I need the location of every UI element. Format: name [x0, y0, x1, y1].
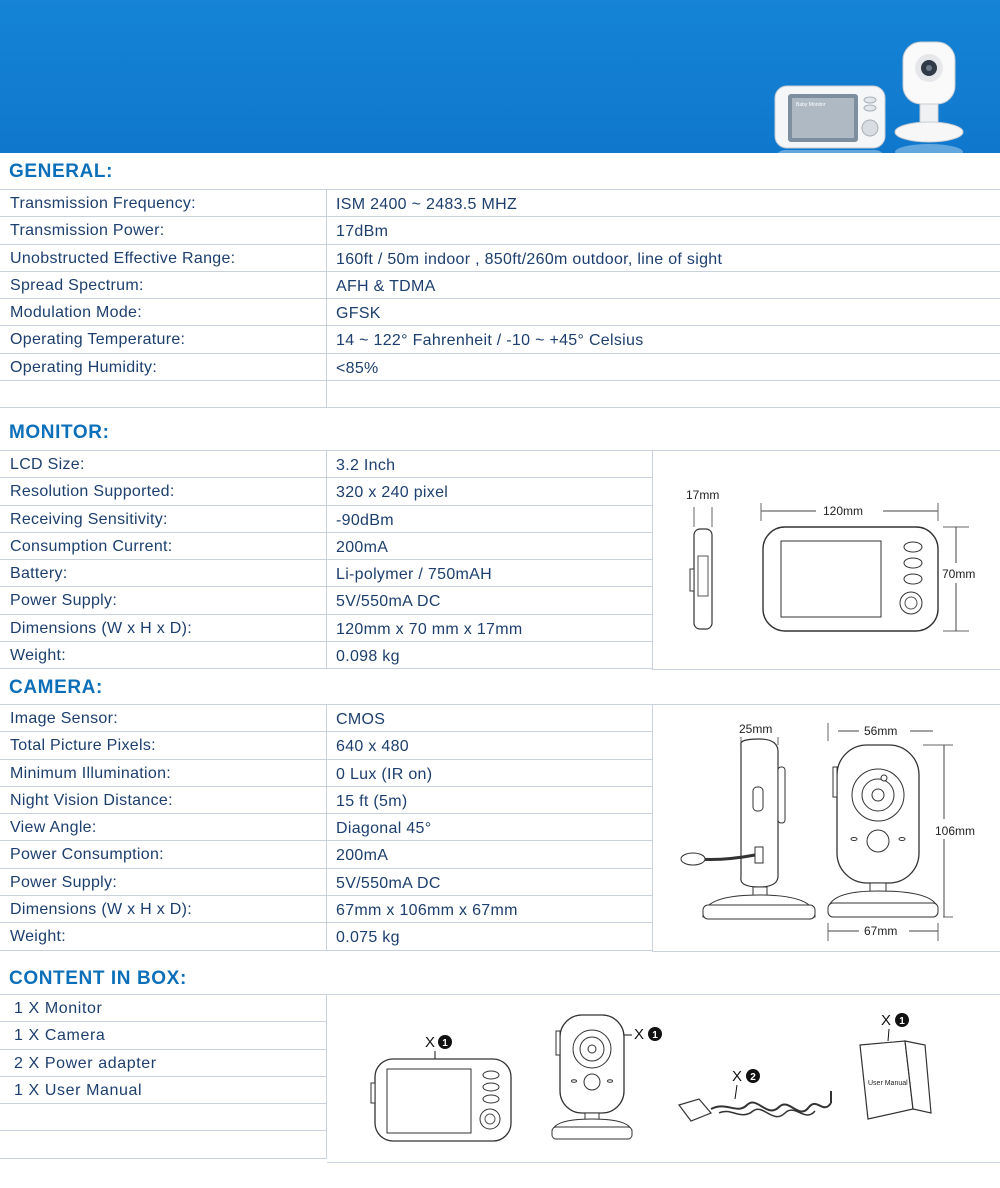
monitor-spec-value: 3.2 Inch	[336, 457, 396, 474]
adapter-qty-x: X	[732, 1068, 743, 1085]
camera-spec-value: Diagonal 45°	[336, 820, 432, 838]
general-spec-row	[0, 326, 1000, 353]
camera-base-width-label: 67mm	[864, 924, 898, 938]
camera-dimension-diagram	[652, 704, 1000, 952]
section-title-general: GENERAL:	[9, 161, 114, 182]
camera-spec-label: Night Vision Distance:	[0, 787, 327, 813]
monitor-spec-row	[0, 451, 652, 478]
general-spec-row	[0, 381, 1000, 408]
monitor-spec-label: Dimensions (W x H x D):	[0, 615, 327, 641]
camera-spec-row	[0, 705, 652, 732]
monitor-spec-value: 200mA	[336, 538, 389, 556]
content-in-box-list	[0, 994, 327, 1159]
monitor-spec-value: 320 x 240 pixel	[336, 484, 449, 502]
general-spec-row	[0, 217, 1000, 244]
general-spec-label: Spread Spectrum:	[0, 272, 327, 298]
camera-spec-label: Dimensions (W x H x D):	[0, 896, 327, 922]
monitor-spec-label: Resolution Supported:	[0, 478, 327, 504]
general-spec-row	[0, 272, 1000, 299]
camera-spec-value: 15 ft (5m)	[336, 792, 408, 810]
camera-spec-value: 5V/550mA DC	[336, 874, 441, 892]
monitor-dimension-diagram	[652, 450, 1000, 670]
camera-spec-row	[0, 896, 652, 923]
general-spec-label: Operating Humidity:	[0, 354, 327, 380]
camera-spec-row	[0, 814, 652, 841]
general-spec-value: 160ft / 50m indoor , 850ft/260m outdoor, line of sight	[336, 250, 723, 268]
camera-height-label: 106mm	[935, 824, 976, 838]
section-title-monitor: MONITOR:	[9, 422, 110, 443]
general-spec-value: <85%	[336, 359, 379, 377]
monitor-qty-number: 1	[442, 1038, 448, 1049]
manual-qty-x: X	[881, 1012, 892, 1029]
camera-top-width-label: 56mm	[864, 724, 898, 738]
general-spec-value: 17dBm	[336, 223, 389, 241]
section-title-camera: CAMERA:	[9, 677, 103, 698]
camera-spec-row	[0, 841, 652, 868]
general-spec-value: GFSK	[336, 305, 381, 323]
monitor-spec-row	[0, 478, 652, 505]
monitor-spec-label: Consumption Current:	[0, 533, 327, 559]
general-spec-label: Unobstructed Effective Range:	[0, 245, 327, 271]
camera-depth-label: 25mm	[739, 722, 773, 736]
camera-spec-label: Total Picture Pixels:	[0, 732, 327, 758]
box-item	[0, 1131, 327, 1158]
general-spec-label: Modulation Mode:	[0, 299, 327, 325]
general-spec-label	[0, 381, 327, 407]
camera-spec-label: Power Supply:	[0, 869, 327, 895]
manual-cover-text: User Manual	[868, 1080, 908, 1087]
general-spec-row	[0, 354, 1000, 381]
camera-spec-value: 67mm x 106mm x 67mm	[336, 902, 518, 920]
camera-spec-row	[0, 732, 652, 759]
camera-spec-row	[0, 869, 652, 896]
general-spec-value: AFH & TDMA	[336, 277, 436, 295]
general-spec-row	[0, 299, 1000, 326]
box-item: 1 X User Manual	[0, 1077, 327, 1104]
camera-spec-row	[0, 923, 652, 950]
monitor-spec-label: Battery:	[0, 560, 327, 586]
monitor-spec-value: 5V/550mA DC	[336, 593, 441, 611]
camera-spec-value: 640 x 480	[336, 738, 409, 756]
monitor-spec-row	[0, 506, 652, 533]
camera-spec-label: Minimum Illumination:	[0, 760, 327, 786]
monitor-spec-row	[0, 587, 652, 614]
monitor-spec-row	[0, 560, 652, 587]
box-item: 1 X Camera	[0, 1022, 327, 1049]
camera-spec-value: 0 Lux (IR on)	[336, 765, 433, 783]
svg-text:Baby Monitor: Baby Monitor	[796, 102, 826, 108]
general-spec-value: 14 ~ 122° Fahrenheit / -10 ~ +45° Celsius	[336, 332, 644, 350]
monitor-height-label: 70mm	[942, 567, 976, 581]
content-in-box-illustration	[327, 995, 1000, 1161]
general-spec-row	[0, 245, 1000, 272]
box-item: 2 X Power adapter	[0, 1050, 327, 1077]
camera-spec-label: Power Consumption:	[0, 841, 327, 867]
general-spec-label: Transmission Frequency:	[0, 190, 327, 216]
box-item: 1 X Monitor	[0, 995, 327, 1022]
monitor-width-label: 120mm	[823, 504, 864, 518]
monitor-qty-x: X	[425, 1034, 436, 1051]
monitor-spec-value: Li-polymer / 750mAH	[336, 566, 492, 584]
camera-spec-value: 200mA	[336, 847, 389, 865]
monitor-spec-table	[0, 450, 652, 669]
camera-qty-x: X	[634, 1026, 645, 1043]
monitor-spec-label: LCD Size:	[0, 451, 327, 477]
product-photo	[770, 38, 995, 178]
box-bottom-rule	[327, 1162, 1000, 1163]
camera-spec-label: Weight:	[0, 923, 327, 949]
box-item	[0, 1104, 327, 1131]
monitor-spec-value: 0.098 kg	[336, 648, 400, 666]
manual-qty-number: 1	[899, 1016, 905, 1027]
section-title-content-in-box: CONTENT IN BOX:	[9, 968, 187, 989]
monitor-spec-row	[0, 615, 652, 642]
camera-qty-number: 1	[652, 1030, 658, 1041]
monitor-spec-value: -90dBm	[336, 511, 394, 529]
monitor-depth-label: 17mm	[686, 488, 720, 502]
monitor-spec-label: Receiving Sensitivity:	[0, 506, 327, 532]
monitor-spec-row	[0, 533, 652, 560]
monitor-spec-label: Power Supply:	[0, 587, 327, 613]
camera-spec-value: CMOS	[336, 711, 386, 728]
general-spec-value: ISM 2400 ~ 2483.5 MHZ	[336, 196, 518, 213]
camera-spec-label: View Angle:	[0, 814, 327, 840]
general-spec-row	[0, 190, 1000, 217]
general-spec-value	[327, 381, 1000, 407]
camera-spec-value: 0.075 kg	[336, 929, 400, 947]
camera-spec-table	[0, 704, 652, 951]
camera-spec-row	[0, 760, 652, 787]
general-spec-table	[0, 189, 1000, 408]
monitor-spec-row	[0, 642, 652, 669]
adapter-qty-number: 2	[750, 1072, 756, 1083]
general-spec-label: Operating Temperature:	[0, 326, 327, 352]
monitor-spec-label: Weight:	[0, 642, 327, 668]
monitor-spec-value: 120mm x 70 mm x 17mm	[336, 620, 523, 638]
camera-spec-row	[0, 787, 652, 814]
general-spec-label: Transmission Power:	[0, 217, 327, 243]
camera-spec-label: Image Sensor:	[0, 705, 327, 731]
